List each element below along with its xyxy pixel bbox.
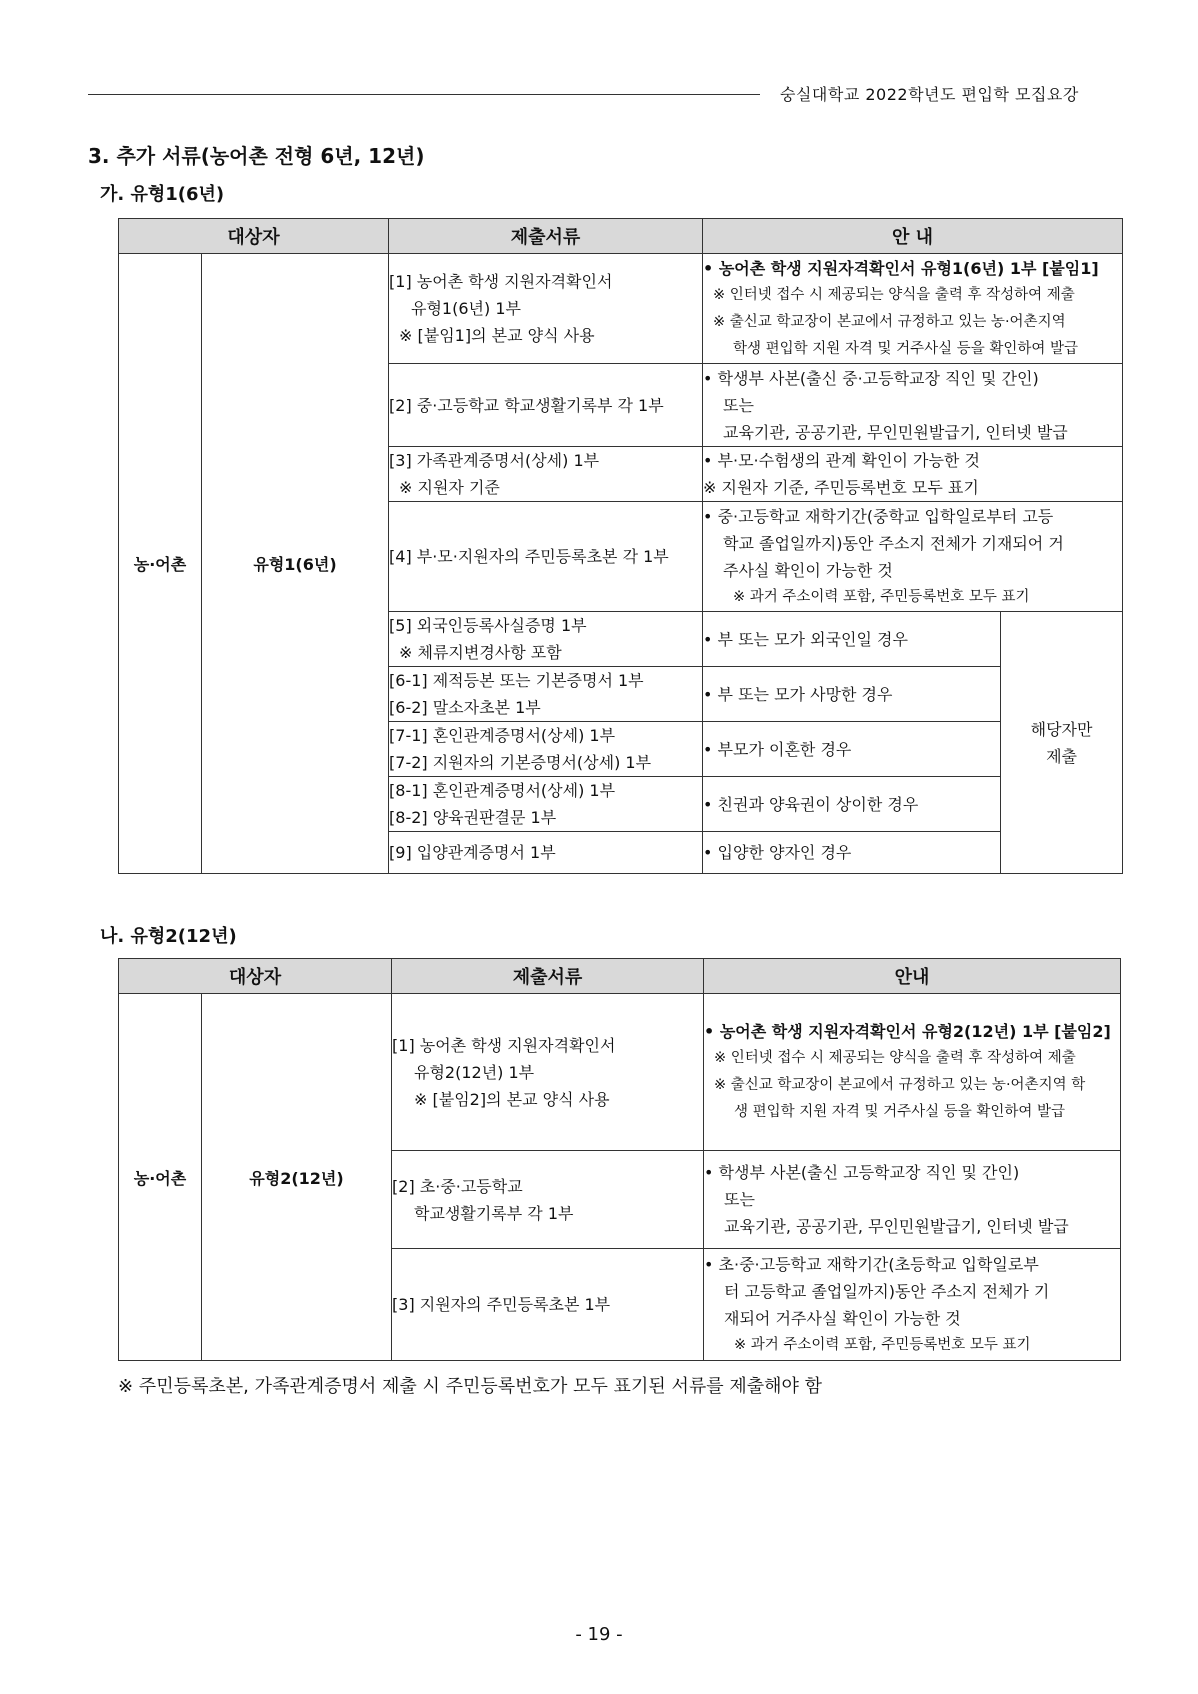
info-line: ※ 인터넷 접수 시 제공되는 양식을 출력 후 작성하여 제출: [713, 286, 1075, 303]
info-line: • 부 또는 모가 외국인일 경우: [703, 629, 908, 649]
doc-line: [5] 외국인등록사실증명 1부: [389, 616, 587, 635]
info-line: • 부·모·수험생의 관계 확인이 가능한 것: [703, 451, 980, 470]
doc-line: ※ 지원자 기준: [399, 478, 500, 497]
info-line: • 부모가 이혼한 경우: [703, 739, 852, 759]
col-header-docs: 제출서류: [389, 219, 703, 254]
type2-header-row: [119, 959, 1121, 994]
type2-table: [118, 958, 1121, 1361]
note-line: 해당자만: [1030, 719, 1093, 739]
applicable-note-cell: [1001, 612, 1123, 874]
note-line: 제출: [1046, 746, 1077, 766]
info-line: ※ 출신교 학교장이 본교에서 규정하고 있는 농·어촌지역: [713, 313, 1066, 330]
doc-line: [1] 농어촌 학생 지원자격확인서: [389, 272, 613, 291]
doc-cell: [389, 612, 703, 667]
header-rule: [88, 94, 760, 95]
table-row: [119, 994, 1121, 1151]
section-title: 3. 추가 서류(농어촌 전형 6년, 12년): [88, 144, 425, 168]
info-cell: [704, 994, 1121, 1151]
info-line: 재되어 거주사실 확인이 가능한 것: [724, 1308, 961, 1328]
info-cell: [704, 1151, 1121, 1249]
info-line: 또는: [723, 395, 754, 415]
info-line: ※ 지원자 기준, 주민등록번호 모두 표기: [703, 478, 979, 497]
type2-title: 나. 유형2(12년): [100, 926, 237, 947]
doc-cell: [389, 667, 703, 722]
info-cell: [704, 1249, 1121, 1361]
info-cell: [703, 612, 1001, 667]
doc-cell: [389, 777, 703, 832]
type1-title: 가. 유형1(6년): [100, 184, 225, 205]
doc-line: [9] 입양관계증명서 1부: [389, 843, 556, 862]
info-line: 학교 졸업일까지)동안 주소지 전체가 기재되어 거: [723, 533, 1064, 553]
info-line: • 농어촌 학생 지원자격확인서 유형1(6년) 1부 [붙임1]: [703, 258, 1099, 278]
doc-line: 학교생활기록부 각 1부: [414, 1203, 574, 1223]
page-number: - 19 -: [575, 1624, 623, 1645]
doc-line: [6-1] 제적등본 또는 기본증명서 1부: [389, 671, 644, 690]
doc-line: [8-2] 양육권판결문 1부: [389, 808, 557, 827]
doc-cell: [392, 994, 704, 1151]
doc-line: ※ [붙임1]의 본교 양식 사용: [399, 326, 595, 345]
info-line: 또는: [724, 1190, 755, 1209]
doc-cell: [389, 722, 703, 777]
doc-line: [3] 지원자의 주민등록초본 1부: [392, 1295, 611, 1314]
col-header-target: 대상자: [119, 219, 389, 254]
info-line: 학생 편입학 지원 자격 및 거주사실 등을 확인하여 발급: [733, 340, 1079, 357]
info-line: • 초·중·고등학교 재학기간(초등학교 입학일로부: [704, 1254, 1039, 1274]
doc-line: 유형1(6년) 1부: [411, 299, 521, 318]
doc-cell: [389, 832, 703, 874]
col-header-info: 안 내: [703, 219, 1123, 254]
doc-cell: [389, 364, 703, 447]
info-cell: [703, 777, 1001, 832]
doc-cell: [389, 502, 703, 612]
header-title: 숭실대학교 2022학년도 편입학 모집요강: [780, 85, 1079, 104]
info-line: 주사실 확인이 가능한 것: [723, 560, 893, 580]
doc-line: ※ [붙임2]의 본교 양식 사용: [414, 1089, 610, 1109]
info-cell: [703, 364, 1123, 447]
col-header-docs: 제출서류: [392, 959, 704, 994]
type-cell: 유형1(6년): [202, 254, 389, 874]
table-row: [119, 254, 1123, 364]
info-cell: [703, 502, 1123, 612]
doc-line: [3] 가족관계증명서(상세) 1부: [389, 451, 600, 470]
doc-cell: [389, 447, 703, 502]
info-line: ※ 과거 주소이력 포함, 주민등록번호 모두 표기: [734, 1336, 1031, 1353]
info-line: • 중·고등학교 재학기간(중학교 입학일로부터 고등: [703, 506, 1054, 526]
col-header-info: 안내: [704, 959, 1121, 994]
col-header-target: 대상자: [119, 959, 392, 994]
info-line: ※ 출신교 학교장이 본교에서 규정하고 있는 농·어촌지역 학: [714, 1077, 1086, 1093]
info-cell: [703, 447, 1123, 502]
type1-header-row: [119, 219, 1123, 254]
info-line: ※ 인터넷 접수 시 제공되는 양식을 출력 후 작성하여 제출: [714, 1050, 1076, 1066]
doc-line: [8-1] 혼인관계증명서(상세) 1부: [389, 781, 616, 800]
info-line: 교육기관, 공공기관, 무인민원발급기, 인터넷 발급: [723, 422, 1068, 442]
info-cell: [703, 667, 1001, 722]
info-line: • 학생부 사본(출신 고등학교장 직인 및 간인): [704, 1163, 1020, 1182]
doc-line: [1] 농어촌 학생 지원자격확인서: [392, 1035, 616, 1055]
info-line: 생 편입학 지원 자격 및 거주사실 등을 확인하여 발급: [734, 1104, 1066, 1120]
type1-table: [118, 218, 1123, 874]
info-cell: [703, 722, 1001, 777]
target-cell: 농·어촌: [119, 994, 202, 1361]
info-line: • 부 또는 모가 사망한 경우: [703, 684, 893, 704]
info-line: • 농어촌 학생 지원자격확인서 유형2(12년) 1부 [붙임2]: [704, 1022, 1111, 1041]
doc-line: [7-2] 지원자의 기본증명서(상세) 1부: [389, 753, 652, 772]
info-line: ※ 과거 주소이력 포함, 주민등록번호 모두 표기: [733, 588, 1030, 605]
doc-cell: [392, 1151, 704, 1249]
target-cell: 농·어촌: [119, 254, 202, 874]
footnote: ※ 주민등록초본, 가족관계증명서 제출 시 주민등록번호가 모두 표기된 서류를 제출해야 함: [118, 1376, 822, 1397]
doc-line: [6-2] 말소자초본 1부: [389, 698, 541, 717]
doc-line: [2] 중·고등학교 학교생활기록부 각 1부: [389, 395, 664, 415]
doc-cell: [389, 254, 703, 364]
doc-line: ※ 체류지변경사항 포함: [399, 643, 562, 662]
info-line: 터 고등학교 졸업일까지)동안 주소지 전체가 기: [724, 1281, 1050, 1301]
doc-cell: [392, 1249, 704, 1361]
info-line: 교육기관, 공공기관, 무인민원발급기, 인터넷 발급: [724, 1217, 1069, 1236]
info-line: • 입양한 양자인 경우: [703, 843, 852, 862]
info-cell: [703, 832, 1001, 874]
info-cell: [703, 254, 1123, 364]
doc-line: 유형2(12년) 1부: [414, 1062, 535, 1082]
info-line: • 학생부 사본(출신 중·고등학교장 직인 및 간인): [703, 368, 1039, 388]
info-line: • 친권과 양육권이 상이한 경우: [703, 794, 919, 814]
type-cell: 유형2(12년): [202, 994, 392, 1361]
doc-line: [4] 부·모·지원자의 주민등록초본 각 1부: [389, 547, 669, 566]
doc-line: [2] 초·중·고등학교: [392, 1176, 523, 1196]
doc-line: [7-1] 혼인관계증명서(상세) 1부: [389, 726, 616, 745]
